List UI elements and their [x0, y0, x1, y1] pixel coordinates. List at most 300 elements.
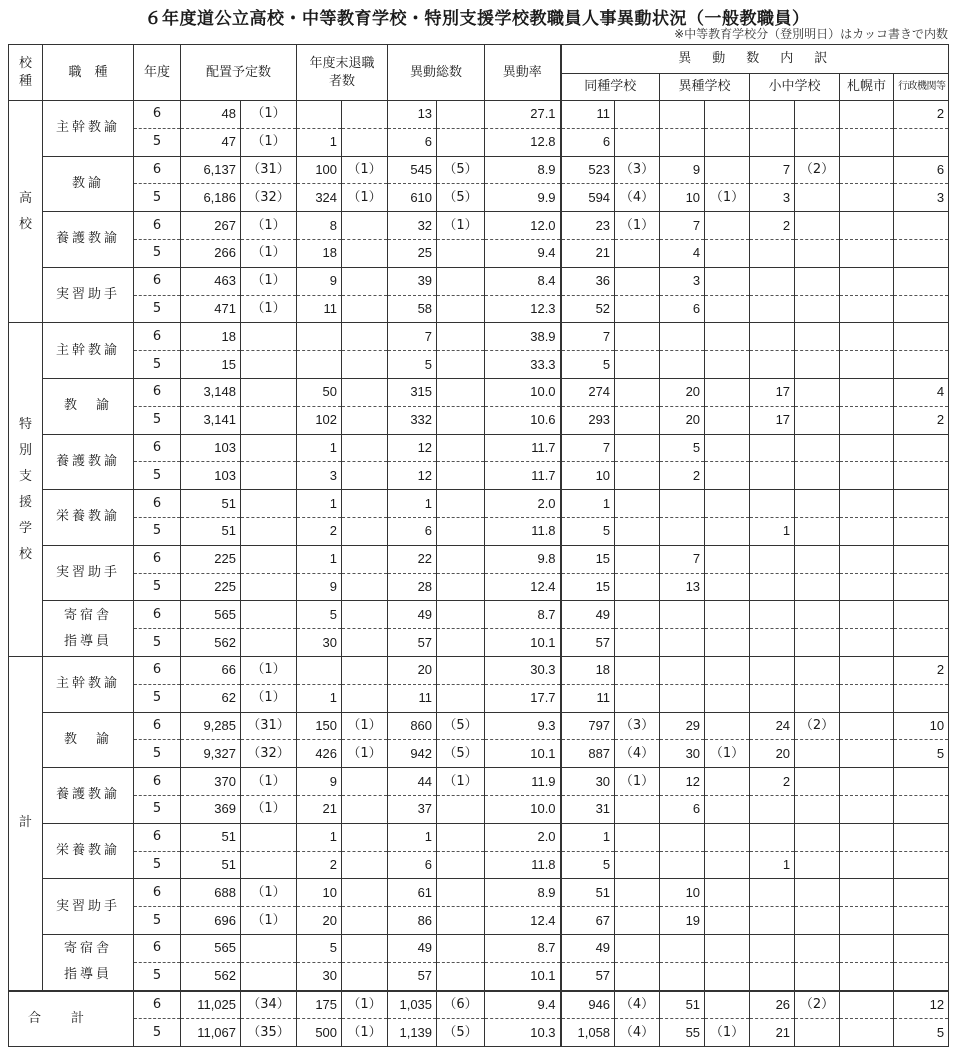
cell-elem-paren: [795, 323, 840, 351]
cell-rate: 10.1: [485, 962, 561, 990]
cell-same-paren: [615, 101, 660, 129]
cell-elem: [750, 490, 795, 518]
cell-elem: 2: [750, 768, 795, 796]
job-type-text: 教 諭: [63, 731, 112, 747]
cell-diff: [660, 323, 705, 351]
cell-total: 57: [388, 629, 437, 657]
cell-admin: [894, 239, 949, 267]
cell-diff: [660, 851, 705, 879]
cell-rate: 11.9: [485, 768, 561, 796]
cell-sapporo: [840, 962, 894, 990]
cell-planned-paren: （35）: [241, 1019, 297, 1047]
cell-sapporo: [840, 1019, 894, 1047]
cell-diff-paren: [705, 768, 750, 796]
cell-planned: 9,327: [181, 740, 241, 768]
cell-elem-paren: [795, 351, 840, 379]
cell-sapporo: [840, 934, 894, 962]
header-admin: 行政機関等: [894, 74, 949, 101]
cell-elem-paren: [795, 128, 840, 156]
cell-year: 6: [134, 934, 181, 962]
cell-planned-paren: [241, 601, 297, 629]
header-diff-type: 異種学校: [660, 74, 750, 101]
cell-retire: 5: [297, 601, 342, 629]
cell-admin: [894, 128, 949, 156]
cell-sapporo: [840, 323, 894, 351]
cell-planned: 62: [181, 684, 241, 712]
cell-total-paren: [437, 295, 485, 323]
cell-admin: [894, 490, 949, 518]
cell-admin: [894, 851, 949, 879]
cell-elem: 26: [750, 991, 795, 1019]
cell-elem: [750, 823, 795, 851]
cell-elem-paren: [795, 601, 840, 629]
cell-rate: 38.9: [485, 323, 561, 351]
cell-diff: [660, 684, 705, 712]
cell-total: 6: [388, 128, 437, 156]
cell-total: 32: [388, 212, 437, 240]
cell-planned: 18: [181, 323, 241, 351]
cell-diff: 10: [660, 184, 705, 212]
school-type-text: 特別支援学校: [18, 416, 32, 562]
cell-rate: 10.1: [485, 740, 561, 768]
cell-elem: [750, 101, 795, 129]
cell-total: 1,139: [388, 1019, 437, 1047]
cell-planned-paren: [241, 962, 297, 990]
cell-planned: 565: [181, 601, 241, 629]
header-transfer-rate: 異動率: [485, 45, 561, 101]
cell-planned: 6,137: [181, 156, 241, 184]
transfer-table: [8, 44, 949, 1047]
cell-total-paren: [437, 684, 485, 712]
job-type-text: 栄養教諭: [55, 843, 120, 859]
cell-diff-paren: [705, 323, 750, 351]
cell-same: 11: [561, 101, 615, 129]
cell-elem: [750, 128, 795, 156]
cell-elem: [750, 434, 795, 462]
cell-elem: [750, 795, 795, 823]
cell-rate: 33.3: [485, 351, 561, 379]
cell-elem-paren: [795, 545, 840, 573]
cell-planned-paren: （1）: [241, 101, 297, 129]
cell-planned-paren: [241, 934, 297, 962]
cell-elem: [750, 656, 795, 684]
cell-same-paren: [615, 934, 660, 962]
cell-sapporo: [840, 184, 894, 212]
cell-sapporo: [840, 128, 894, 156]
cell-elem-paren: [795, 934, 840, 962]
cell-diff-paren: [705, 795, 750, 823]
cell-total-paren: [437, 795, 485, 823]
cell-planned-paren: （1）: [241, 795, 297, 823]
cell-same: 57: [561, 962, 615, 990]
cell-diff: [660, 128, 705, 156]
cell-year: 5: [134, 1019, 181, 1047]
cell-admin: [894, 462, 949, 490]
cell-year: 6: [134, 601, 181, 629]
cell-planned-paren: （1）: [241, 212, 297, 240]
cell-elem-paren: [795, 462, 840, 490]
cell-same-paren: （3）: [615, 712, 660, 740]
cell-same: 11: [561, 684, 615, 712]
cell-elem: 24: [750, 712, 795, 740]
job-type-text: 教諭: [71, 175, 104, 191]
cell-same: 30: [561, 768, 615, 796]
cell-diff: [660, 656, 705, 684]
cell-planned: 6,186: [181, 184, 241, 212]
cell-admin: 12: [894, 991, 949, 1019]
cell-planned: 51: [181, 823, 241, 851]
cell-sapporo: [840, 907, 894, 935]
cell-admin: [894, 295, 949, 323]
cell-year: 6: [134, 768, 181, 796]
cell-retire: 150: [297, 712, 342, 740]
cell-same-paren: [615, 907, 660, 935]
cell-planned: 51: [181, 517, 241, 545]
cell-retire: 1: [297, 434, 342, 462]
cell-elem: [750, 573, 795, 601]
cell-retire-paren: [342, 656, 388, 684]
cell-diff-paren: [705, 267, 750, 295]
cell-diff-paren: [705, 962, 750, 990]
table-row: [9, 517, 949, 545]
cell-year: 5: [134, 184, 181, 212]
cell-same-paren: [615, 545, 660, 573]
cell-admin: 10: [894, 712, 949, 740]
table-row: [9, 490, 949, 518]
cell-retire: 20: [297, 907, 342, 935]
cell-planned: 369: [181, 795, 241, 823]
grand-total-label: 合計: [9, 991, 134, 1047]
cell-planned-paren: （31）: [241, 156, 297, 184]
cell-planned-paren: [241, 490, 297, 518]
cell-retire-paren: （1）: [342, 1019, 388, 1047]
cell-total-paren: [437, 545, 485, 573]
cell-year: 5: [134, 795, 181, 823]
cell-sapporo: [840, 239, 894, 267]
cell-same: 887: [561, 740, 615, 768]
cell-retire: 9: [297, 267, 342, 295]
table-row: [9, 323, 949, 351]
cell-retire-paren: [342, 851, 388, 879]
cell-retire: 1: [297, 684, 342, 712]
cell-elem-paren: [795, 795, 840, 823]
cell-diff-paren: [705, 934, 750, 962]
cell-diff: 55: [660, 1019, 705, 1047]
header-sapporo: 札幌市: [840, 74, 894, 101]
cell-admin: [894, 823, 949, 851]
cell-rate: 10.0: [485, 378, 561, 406]
job-type-label: [43, 934, 134, 990]
cell-planned-paren: （34）: [241, 991, 297, 1019]
cell-total-paren: [437, 128, 485, 156]
cell-retire-paren: [342, 795, 388, 823]
cell-total-paren: （5）: [437, 156, 485, 184]
cell-elem: [750, 267, 795, 295]
cell-sapporo: [840, 991, 894, 1019]
cell-same-paren: [615, 434, 660, 462]
cell-rate: 27.1: [485, 101, 561, 129]
cell-diff: 3: [660, 267, 705, 295]
job-type-text: 養護教諭: [55, 787, 120, 803]
table-row: [9, 434, 949, 462]
cell-elem: [750, 545, 795, 573]
cell-same-paren: [615, 962, 660, 990]
cell-diff-paren: [705, 101, 750, 129]
cell-planned: 225: [181, 573, 241, 601]
cell-admin: [894, 434, 949, 462]
cell-diff: 6: [660, 295, 705, 323]
cell-planned: 225: [181, 545, 241, 573]
cell-planned-paren: [241, 851, 297, 879]
cell-same: 1: [561, 490, 615, 518]
cell-admin: [894, 267, 949, 295]
cell-retire-paren: [342, 684, 388, 712]
cell-year: 5: [134, 351, 181, 379]
cell-elem: 20: [750, 740, 795, 768]
cell-sapporo: [840, 768, 894, 796]
cell-retire-paren: [342, 962, 388, 990]
table-row: [9, 128, 949, 156]
cell-year: 6: [134, 156, 181, 184]
cell-retire: 1: [297, 490, 342, 518]
cell-diff-paren: [705, 517, 750, 545]
cell-admin: 4: [894, 378, 949, 406]
cell-rate: 12.8: [485, 128, 561, 156]
cell-retire: 1: [297, 823, 342, 851]
job-type-label: [43, 768, 134, 824]
cell-planned: 696: [181, 907, 241, 935]
cell-elem-paren: [795, 434, 840, 462]
cell-retire-paren: （1）: [342, 156, 388, 184]
cell-same-paren: [615, 629, 660, 657]
cell-elem: 3: [750, 184, 795, 212]
cell-rate: 9.9: [485, 184, 561, 212]
table-row: [9, 768, 949, 796]
cell-diff-paren: [705, 378, 750, 406]
cell-admin: 3: [894, 184, 949, 212]
cell-retire-paren: [342, 267, 388, 295]
cell-year: 6: [134, 712, 181, 740]
cell-sapporo: [840, 490, 894, 518]
cell-total: 545: [388, 156, 437, 184]
cell-retire: 9: [297, 768, 342, 796]
cell-admin: [894, 323, 949, 351]
cell-retire-paren: [342, 517, 388, 545]
cell-diff: [660, 490, 705, 518]
header-same-type: 同種学校: [561, 74, 660, 101]
grand-total-row: [9, 1019, 949, 1047]
job-type-label: [43, 434, 134, 490]
cell-rate: 11.7: [485, 434, 561, 462]
cell-retire-paren: （1）: [342, 740, 388, 768]
cell-diff: 9: [660, 156, 705, 184]
cell-retire: [297, 323, 342, 351]
cell-diff-paren: [705, 907, 750, 935]
cell-diff: 13: [660, 573, 705, 601]
cell-sapporo: [840, 795, 894, 823]
cell-diff: 19: [660, 907, 705, 935]
table-row: [9, 295, 949, 323]
cell-total-paren: [437, 517, 485, 545]
cell-diff: 12: [660, 768, 705, 796]
cell-same-paren: （3）: [615, 156, 660, 184]
cell-sapporo: [840, 601, 894, 629]
cell-year: 5: [134, 684, 181, 712]
cell-same: 49: [561, 601, 615, 629]
cell-planned-paren: （1）: [241, 128, 297, 156]
job-type-label: [43, 712, 134, 768]
cell-planned: 463: [181, 267, 241, 295]
table-row: [9, 629, 949, 657]
cell-rate: 8.4: [485, 267, 561, 295]
cell-elem-paren: [795, 239, 840, 267]
cell-admin: [894, 351, 949, 379]
cell-planned-paren: （32）: [241, 184, 297, 212]
cell-year: 6: [134, 323, 181, 351]
table-row: [9, 406, 949, 434]
cell-same-paren: （4）: [615, 991, 660, 1019]
cell-same-paren: [615, 295, 660, 323]
table-row: [9, 156, 949, 184]
cell-retire: 11: [297, 295, 342, 323]
cell-retire: 1: [297, 128, 342, 156]
cell-sapporo: [840, 378, 894, 406]
table-row: [9, 239, 949, 267]
cell-total-paren: [437, 907, 485, 935]
cell-planned: 11,067: [181, 1019, 241, 1047]
cell-diff-paren: [705, 545, 750, 573]
cell-total-paren: [437, 490, 485, 518]
cell-elem: 1: [750, 517, 795, 545]
cell-retire: 2: [297, 517, 342, 545]
cell-rate: 10.1: [485, 629, 561, 657]
cell-planned: 370: [181, 768, 241, 796]
cell-diff: [660, 517, 705, 545]
cell-retire: 3: [297, 462, 342, 490]
cell-diff-paren: [705, 406, 750, 434]
cell-year: 5: [134, 629, 181, 657]
cell-rate: 11.8: [485, 517, 561, 545]
cell-elem: [750, 462, 795, 490]
cell-total: 5: [388, 351, 437, 379]
cell-rate: 12.3: [485, 295, 561, 323]
cell-elem-paren: [795, 490, 840, 518]
cell-total: 942: [388, 740, 437, 768]
cell-retire: 9: [297, 573, 342, 601]
cell-retire-paren: [342, 323, 388, 351]
cell-retire: 100: [297, 156, 342, 184]
cell-same-paren: [615, 656, 660, 684]
job-type-label: [43, 212, 134, 268]
cell-planned-paren: （1）: [241, 239, 297, 267]
cell-diff-paren: [705, 212, 750, 240]
cell-total-paren: [437, 879, 485, 907]
header-breakdown: 異 動 数 内 訳: [561, 45, 949, 74]
cell-same-paren: [615, 879, 660, 907]
cell-diff-paren: [705, 684, 750, 712]
cell-same: 67: [561, 907, 615, 935]
cell-diff: 4: [660, 239, 705, 267]
cell-rate: 12.0: [485, 212, 561, 240]
cell-year: 5: [134, 851, 181, 879]
cell-rate: 10.0: [485, 795, 561, 823]
cell-total: 37: [388, 795, 437, 823]
cell-planned-paren: （1）: [241, 656, 297, 684]
cell-diff: [660, 934, 705, 962]
cell-elem-paren: [795, 101, 840, 129]
cell-same: 51: [561, 879, 615, 907]
cell-retire: [297, 101, 342, 129]
cell-sapporo: [840, 879, 894, 907]
cell-same-paren: [615, 851, 660, 879]
cell-total: 1,035: [388, 991, 437, 1019]
cell-same-paren: [615, 795, 660, 823]
cell-year: 6: [134, 490, 181, 518]
table-row: [9, 712, 949, 740]
cell-total: 22: [388, 545, 437, 573]
school-type-label: [9, 656, 43, 990]
cell-sapporo: [840, 101, 894, 129]
cell-same-paren: [615, 378, 660, 406]
job-type-label: [43, 323, 134, 379]
cell-planned: 471: [181, 295, 241, 323]
cell-total-paren: [437, 239, 485, 267]
table-row: [9, 601, 949, 629]
cell-diff-paren: [705, 851, 750, 879]
cell-planned-paren: （1）: [241, 684, 297, 712]
cell-total-paren: （5）: [437, 740, 485, 768]
cell-rate: 8.9: [485, 879, 561, 907]
cell-sapporo: [840, 156, 894, 184]
cell-retire-paren: [342, 239, 388, 267]
cell-rate: 10.3: [485, 1019, 561, 1047]
cell-year: 6: [134, 656, 181, 684]
cell-total-paren: [437, 267, 485, 295]
cell-planned-paren: （32）: [241, 740, 297, 768]
cell-planned-paren: [241, 351, 297, 379]
cell-same-paren: （1）: [615, 768, 660, 796]
cell-diff: 7: [660, 545, 705, 573]
job-type-text: 養護教諭: [55, 231, 120, 247]
cell-total-paren: （1）: [437, 768, 485, 796]
cell-retire: [297, 351, 342, 379]
cell-total: 1: [388, 823, 437, 851]
school-type-label: [9, 101, 43, 323]
cell-total-paren: [437, 962, 485, 990]
cell-diff: [660, 823, 705, 851]
cell-diff-paren: [705, 462, 750, 490]
cell-same: 7: [561, 323, 615, 351]
cell-retire-paren: [342, 128, 388, 156]
cell-same-paren: [615, 406, 660, 434]
cell-diff-paren: [705, 295, 750, 323]
cell-same-paren: [615, 490, 660, 518]
cell-total-paren: [437, 934, 485, 962]
cell-year: 5: [134, 239, 181, 267]
cell-sapporo: [840, 823, 894, 851]
cell-sapporo: [840, 851, 894, 879]
cell-total: 28: [388, 573, 437, 601]
cell-rate: 2.0: [485, 823, 561, 851]
job-type-label: [43, 101, 134, 157]
cell-total: 12: [388, 462, 437, 490]
cell-elem: [750, 934, 795, 962]
cell-retire-paren: [342, 768, 388, 796]
cell-year: 6: [134, 434, 181, 462]
cell-year: 5: [134, 573, 181, 601]
cell-rate: 9.3: [485, 712, 561, 740]
cell-planned: 565: [181, 934, 241, 962]
